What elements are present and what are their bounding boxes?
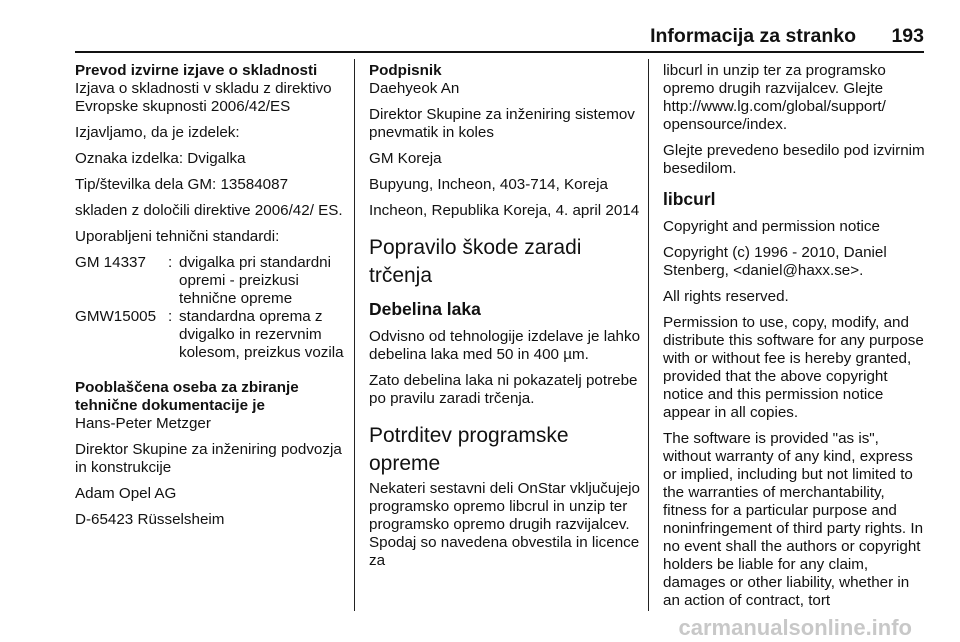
standard-row (75, 254, 347, 308)
collision-repair-heading: Popravilo škode zaradi trčenja (369, 236, 582, 287)
page-header (0, 0, 960, 52)
directive-compliance: skladen z določili direktive 2006/42/ ES. (75, 202, 343, 219)
signatory-role: Direktor Skupine za inženiring sistemov pnevmatik in koles (369, 106, 635, 141)
header-divider (75, 51, 924, 53)
declaration-statement: Izjavljamo, da je izdelek: (75, 124, 240, 141)
column-3 (663, 62, 928, 618)
standard-code: GM 14337 (75, 254, 146, 271)
standard-description: standardna oprema z dvigalko in rezervnim kolesom, preizkus vozila (179, 308, 344, 361)
license-continuation: libcurl in unzip ter za programsko opremo drugih razvijalcev. Glejte http://www.lg.com/global/support/ opensource/index. (663, 62, 886, 133)
signatory-place-date: Incheon, Republika Koreja, 4. april 2014 (369, 202, 640, 219)
paint-thickness-heading: Debelina laka (369, 299, 481, 319)
authorized-person-heading: Pooblaščena oseba za zbiranje tehnične dokumentacije je (75, 379, 299, 414)
part-number: Tip/številka dela GM: 13584087 (75, 176, 289, 193)
permission-text: Permission to use, copy, modify, and distribute this software for any purpose with or without fee is hereby granted, provided that the above copyright notice and this permission notice appear in all copies. (663, 314, 924, 421)
standards-table (75, 254, 347, 362)
paint-thickness-note: Zato debelina laka ni pokazatelj potrebe po pravilu zaradi trčenja. (369, 372, 638, 407)
column-divider-1 (354, 59, 355, 611)
signatory-address: Bupyung, Incheon, 403-714, Koreja (369, 176, 608, 193)
software-acknowledgement-text: Nekateri sestavni deli OnStar vključujejo programsko opremo libcrul in unzip ter programsko opremo drugih razvijalcev. Spodaj so navedena obvestila in licence za (369, 480, 640, 569)
libcurl-heading: libcurl (663, 189, 716, 209)
signatory-name: Daehyeok An (369, 80, 460, 97)
section-title: Informacija za stranko (650, 25, 856, 47)
standard-separator: : (168, 308, 173, 325)
column-1 (75, 62, 347, 537)
standard-row (75, 308, 347, 362)
translation-note: Glejte prevedeno besedilo pod izvirnim besedilom. (663, 142, 925, 177)
page-number: 193 (891, 25, 924, 47)
warranty-disclaimer: The software is provided "as is", without warranty of any kind, express or implied, including but not limited to the warranties of merchantability, fitness for a particular purpose and noninfringement of third party rights. In no event shall the authors or copyright holders be liable for any claim, damages or other liability, whether in an action of contract, tort (663, 430, 924, 609)
company-address: D-65423 Rüsselsheim (75, 511, 225, 528)
authorized-person-name: Hans-Peter Metzger (75, 415, 211, 432)
copyright-notice-title: Copyright and permission notice (663, 218, 880, 235)
declaration-intro: Izjava o skladnosti v skladu z direktivo Evropske skupnosti 2006/42/ES (75, 80, 332, 115)
watermark: carmanualsonline.info (678, 615, 912, 640)
copyright-line: Copyright (c) 1996 - 2010, Daniel Stenberg, <daniel@haxx.se>. (663, 244, 887, 279)
standards-label: Uporabljeni tehnični standardi: (75, 228, 280, 245)
product-designation: Oznaka izdelka: Dvigalka (75, 150, 246, 167)
standard-separator: : (168, 254, 173, 271)
declaration-heading: Prevod izvirne izjave o skladnosti (75, 62, 318, 79)
rights-reserved: All rights reserved. (663, 288, 789, 305)
standard-description: dvigalka pri standardni opremi - preizkusi tehnične opreme (179, 254, 331, 307)
company-name: Adam Opel AG (75, 485, 177, 502)
authorized-person-role: Direktor Skupine za inženiring podvozja in konstrukcije (75, 441, 342, 476)
paint-thickness-text: Odvisno od tehnologije izdelave je lahko debelina laka med 50 in 400 µm. (369, 328, 641, 363)
standard-code: GMW15005 (75, 308, 157, 325)
software-acknowledgement-heading: Potrditev programske opreme (369, 424, 569, 475)
signatory-company: GM Koreja (369, 150, 442, 167)
signatory-heading: Podpisnik (369, 62, 442, 79)
column-divider-2 (648, 59, 649, 611)
column-2 (369, 62, 641, 578)
